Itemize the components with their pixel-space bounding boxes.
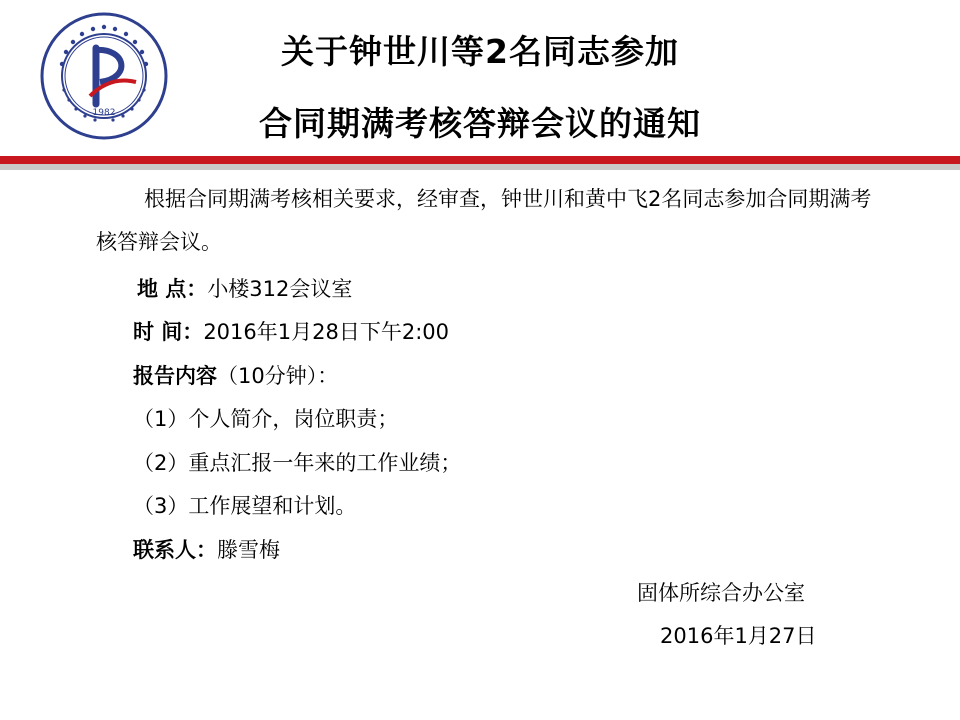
institute-logo (40, 12, 168, 140)
location-value: 小楼312会议室 (207, 277, 353, 301)
header-divider-grey (0, 164, 960, 170)
report-label: 报告内容 (133, 364, 217, 388)
intro-paragraph: 根据合同期满考核相关要求，经审查，钟世川和黄中飞2名同志参加合同期满考核答辩会议。 (96, 187, 872, 254)
contact-value: 滕雪梅 (217, 538, 280, 562)
list-item: （2）重点汇报一年来的工作业绩； (133, 451, 462, 475)
signature-office: 固体所综合办公室 (637, 581, 805, 605)
notice-title-line2: 合同期满考核答辩会议的通知 (259, 104, 701, 143)
logo-year: 1982 (92, 108, 116, 118)
institute-seal-icon (40, 12, 168, 140)
location-row (137, 275, 352, 303)
signature-date: 2016年1月27日 (660, 624, 817, 648)
report-row (133, 362, 338, 390)
contact-row (133, 536, 280, 564)
report-value: （10分钟）： (217, 364, 339, 388)
contact-label: 联系人： (133, 538, 217, 562)
location-label: 地 点： (137, 277, 208, 301)
list-item: （1）个人简介，岗位职责； (133, 407, 399, 431)
notice-title-line1: 关于钟世川等2名同志参加 (281, 32, 679, 71)
list-item: （3）工作展望和计划。 (133, 494, 357, 518)
header-divider-red (0, 156, 960, 164)
time-label: 时 间： (133, 320, 204, 344)
time-value: 2016年1月28日下午2:00 (203, 320, 449, 344)
time-row (133, 318, 449, 346)
